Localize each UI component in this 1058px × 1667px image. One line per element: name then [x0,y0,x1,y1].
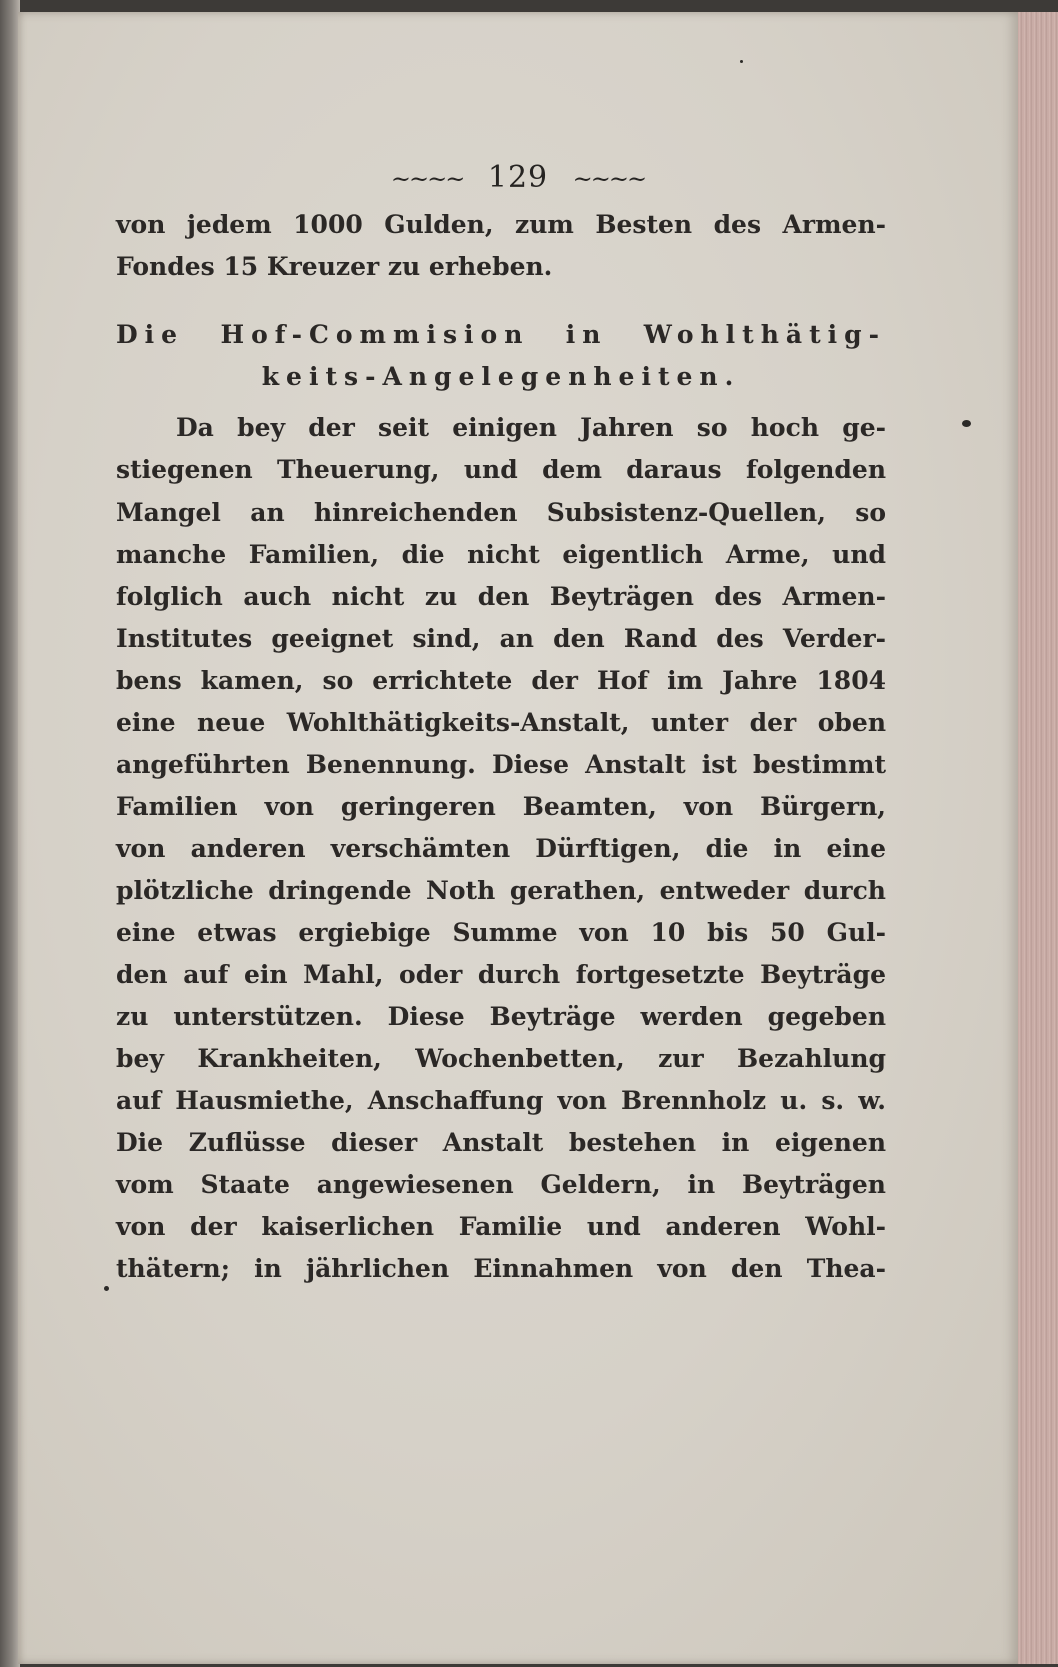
body-line: Mangel an hinreichenden Subsistenz-Quellen, so [116,498,886,527]
paper-speck [962,420,971,427]
page-header [18,160,1018,195]
body-line: folglich auch nicht zu den Beyträgen des Armen- [116,582,886,611]
body-line: eine etwas ergiebige Summe von 10 bis 50 Gul- [116,918,886,947]
intro-line: von jedem 1000 Gulden, zum Besten des Armen- [116,210,886,239]
body-line: Die Zuflüsse dieser Anstalt bestehen in eigenen [116,1128,886,1157]
body-line: Institutes geeignet sind, an den Rand des Verder- [116,624,886,653]
body-line: bey Krankheiten, Wochenbetten, zur Bezahlung [116,1044,886,1073]
book-fore-edge [1018,12,1058,1664]
paper-speck [104,1286,109,1291]
body-line: manche Familien, die nicht eigentlich Arme, und [116,540,886,569]
body-line: auf Hausmiethe, Anschaffung von Brennholz u. s. w. [116,1086,886,1115]
body-line: stiegenen Theuerung, und dem daraus folgenden [116,455,886,484]
body-line: von der kaiserlichen Familie und anderen Wohl- [116,1212,886,1241]
header-ornament-right: ~~~~ [572,165,646,193]
body-line: eine neue Wohlthätigkeits-Anstalt, unter der oben [116,708,886,737]
body-line: von anderen verschämten Dürftigen, die in eine [116,834,886,863]
section-heading-line: keits-Angelegenheiten. [261,362,741,391]
book-spine-edge [0,0,20,1667]
page-number: 129 [487,160,549,195]
body-line: bens kamen, so errichtete der Hof im Jahre 1804 [116,666,886,695]
body-line: thätern; in jährlichen Einnahmen von den Thea- [116,1254,886,1283]
body-line: Da bey der seit einigen Jahren so hoch ge- [176,413,886,442]
body-line: den auf ein Mahl, oder durch fortgesetzte Beyträge [116,960,886,989]
body-line: plötzliche dringende Noth gerathen, entweder durch [116,876,886,905]
intro-line: Fondes 15 Kreuzer zu erheben. [116,252,553,281]
body-line: vom Staate angewiesenen Geldern, in Beyträgen [116,1170,886,1199]
section-heading-line: Die Hof-Commision in Wohlthätig- [116,320,886,349]
book-page [18,12,1018,1664]
paper-speck [740,60,743,63]
body-line: angeführten Benennung. Diese Anstalt ist bestimmt [116,750,886,779]
body-line: zu unterstützen. Diese Beyträge werden gegeben [116,1002,886,1031]
body-line: Familien von geringeren Beamten, von Bürgern, [116,792,886,821]
header-ornament-left: ~~~~ [390,165,464,193]
